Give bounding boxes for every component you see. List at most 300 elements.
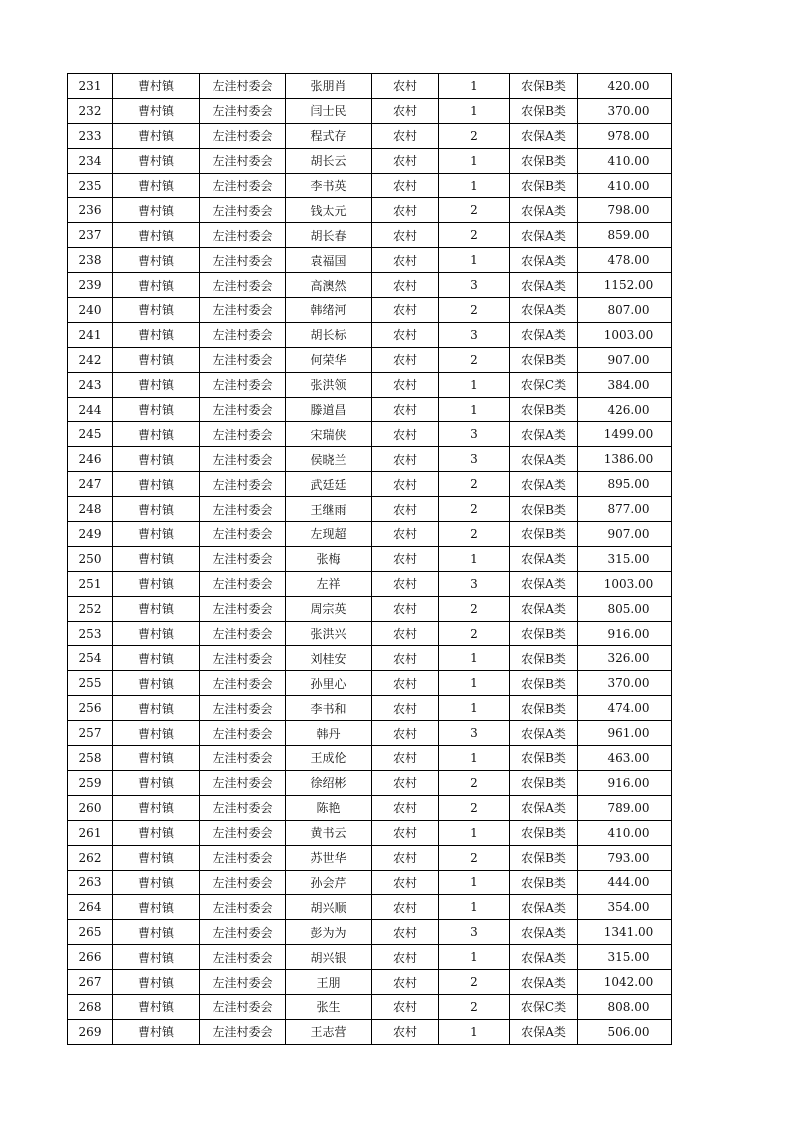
village-committee-cell: 左洼村委会 xyxy=(200,546,286,571)
village-committee-cell: 左洼村委会 xyxy=(200,770,286,795)
amount-cell: 410.00 xyxy=(578,148,672,173)
village-committee-cell: 左洼村委会 xyxy=(200,74,286,99)
amount-cell: 326.00 xyxy=(578,646,672,671)
name-cell: 李书英 xyxy=(286,173,372,198)
village-committee-cell: 左洼村委会 xyxy=(200,795,286,820)
name-cell: 韩丹 xyxy=(286,721,372,746)
village-committee-cell: 左洼村委会 xyxy=(200,397,286,422)
village-committee-cell: 左洼村委会 xyxy=(200,994,286,1019)
table-row xyxy=(68,870,672,895)
table-row xyxy=(68,845,672,870)
table-row xyxy=(68,447,672,472)
amount-cell: 1152.00 xyxy=(578,273,672,298)
amount-cell: 354.00 xyxy=(578,895,672,920)
name-cell: 王志营 xyxy=(286,1019,372,1044)
household-size-cell: 1 xyxy=(439,646,510,671)
name-cell: 徐绍彬 xyxy=(286,770,372,795)
household-size-cell: 2 xyxy=(439,621,510,646)
amount-cell: 1341.00 xyxy=(578,920,672,945)
village-committee-cell: 左洼村委会 xyxy=(200,248,286,273)
category-cell: 农保C类 xyxy=(510,372,578,397)
category-cell: 农保A类 xyxy=(510,298,578,323)
area-type-cell: 农村 xyxy=(372,621,439,646)
row-index-cell: 264 xyxy=(68,895,113,920)
town-cell: 曹村镇 xyxy=(113,770,200,795)
row-index-cell: 266 xyxy=(68,945,113,970)
row-index-cell: 243 xyxy=(68,372,113,397)
household-size-cell: 1 xyxy=(439,870,510,895)
name-cell: 王继雨 xyxy=(286,497,372,522)
table-row xyxy=(68,920,672,945)
household-size-cell: 3 xyxy=(439,571,510,596)
category-cell: 农保B类 xyxy=(510,98,578,123)
town-cell: 曹村镇 xyxy=(113,472,200,497)
category-cell: 农保A类 xyxy=(510,546,578,571)
area-type-cell: 农村 xyxy=(372,721,439,746)
category-cell: 农保A类 xyxy=(510,795,578,820)
category-cell: 农保B类 xyxy=(510,621,578,646)
town-cell: 曹村镇 xyxy=(113,123,200,148)
village-committee-cell: 左洼村委会 xyxy=(200,696,286,721)
name-cell: 胡长春 xyxy=(286,223,372,248)
table-row xyxy=(68,696,672,721)
table-row xyxy=(68,74,672,99)
village-committee-cell: 左洼村委会 xyxy=(200,322,286,347)
town-cell: 曹村镇 xyxy=(113,994,200,1019)
amount-cell: 916.00 xyxy=(578,770,672,795)
area-type-cell: 农村 xyxy=(372,422,439,447)
amount-cell: 444.00 xyxy=(578,870,672,895)
category-cell: 农保A类 xyxy=(510,472,578,497)
town-cell: 曹村镇 xyxy=(113,621,200,646)
name-cell: 高澳然 xyxy=(286,273,372,298)
area-type-cell: 农村 xyxy=(372,497,439,522)
amount-cell: 1003.00 xyxy=(578,571,672,596)
name-cell: 左祥 xyxy=(286,571,372,596)
category-cell: 农保B类 xyxy=(510,770,578,795)
table-row xyxy=(68,571,672,596)
village-committee-cell: 左洼村委会 xyxy=(200,372,286,397)
town-cell: 曹村镇 xyxy=(113,298,200,323)
name-cell: 陈艳 xyxy=(286,795,372,820)
household-size-cell: 1 xyxy=(439,74,510,99)
village-committee-cell: 左洼村委会 xyxy=(200,497,286,522)
area-type-cell: 农村 xyxy=(372,148,439,173)
amount-cell: 877.00 xyxy=(578,497,672,522)
table-row xyxy=(68,298,672,323)
area-type-cell: 农村 xyxy=(372,223,439,248)
table-row xyxy=(68,322,672,347)
amount-cell: 474.00 xyxy=(578,696,672,721)
household-size-cell: 1 xyxy=(439,945,510,970)
town-cell: 曹村镇 xyxy=(113,1019,200,1044)
name-cell: 胡长标 xyxy=(286,322,372,347)
household-size-cell: 2 xyxy=(439,198,510,223)
name-cell: 刘桂安 xyxy=(286,646,372,671)
category-cell: 农保B类 xyxy=(510,671,578,696)
town-cell: 曹村镇 xyxy=(113,223,200,248)
town-cell: 曹村镇 xyxy=(113,347,200,372)
name-cell: 张朋肖 xyxy=(286,74,372,99)
name-cell: 胡兴顺 xyxy=(286,895,372,920)
town-cell: 曹村镇 xyxy=(113,920,200,945)
household-size-cell: 1 xyxy=(439,546,510,571)
row-index-cell: 262 xyxy=(68,845,113,870)
amount-cell: 805.00 xyxy=(578,596,672,621)
row-index-cell: 269 xyxy=(68,1019,113,1044)
village-committee-cell: 左洼村委会 xyxy=(200,621,286,646)
amount-cell: 315.00 xyxy=(578,945,672,970)
row-index-cell: 258 xyxy=(68,746,113,771)
category-cell: 农保A类 xyxy=(510,970,578,995)
category-cell: 农保C类 xyxy=(510,994,578,1019)
area-type-cell: 农村 xyxy=(372,945,439,970)
table-row xyxy=(68,347,672,372)
name-cell: 彭为为 xyxy=(286,920,372,945)
household-size-cell: 1 xyxy=(439,173,510,198)
area-type-cell: 农村 xyxy=(372,920,439,945)
village-committee-cell: 左洼村委会 xyxy=(200,920,286,945)
table-row xyxy=(68,994,672,1019)
area-type-cell: 农村 xyxy=(372,74,439,99)
table-row xyxy=(68,820,672,845)
row-index-cell: 263 xyxy=(68,870,113,895)
name-cell: 武廷廷 xyxy=(286,472,372,497)
town-cell: 曹村镇 xyxy=(113,870,200,895)
amount-cell: 793.00 xyxy=(578,845,672,870)
category-cell: 农保A类 xyxy=(510,422,578,447)
row-index-cell: 268 xyxy=(68,994,113,1019)
village-committee-cell: 左洼村委会 xyxy=(200,298,286,323)
category-cell: 农保A类 xyxy=(510,322,578,347)
category-cell: 农保B类 xyxy=(510,820,578,845)
row-index-cell: 238 xyxy=(68,248,113,273)
category-cell: 农保A类 xyxy=(510,447,578,472)
row-index-cell: 251 xyxy=(68,571,113,596)
amount-cell: 410.00 xyxy=(578,820,672,845)
name-cell: 胡长云 xyxy=(286,148,372,173)
household-size-cell: 2 xyxy=(439,347,510,372)
name-cell: 宋瑞侠 xyxy=(286,422,372,447)
row-index-cell: 240 xyxy=(68,298,113,323)
row-index-cell: 252 xyxy=(68,596,113,621)
table-row xyxy=(68,546,672,571)
household-size-cell: 3 xyxy=(439,273,510,298)
table-row xyxy=(68,123,672,148)
row-index-cell: 257 xyxy=(68,721,113,746)
row-index-cell: 265 xyxy=(68,920,113,945)
category-cell: 农保A类 xyxy=(510,223,578,248)
category-cell: 农保A类 xyxy=(510,123,578,148)
area-type-cell: 农村 xyxy=(372,347,439,372)
area-type-cell: 农村 xyxy=(372,298,439,323)
category-cell: 农保A类 xyxy=(510,721,578,746)
row-index-cell: 237 xyxy=(68,223,113,248)
area-type-cell: 农村 xyxy=(372,795,439,820)
amount-cell: 420.00 xyxy=(578,74,672,99)
table-row xyxy=(68,472,672,497)
category-cell: 农保A类 xyxy=(510,596,578,621)
area-type-cell: 农村 xyxy=(372,123,439,148)
row-index-cell: 250 xyxy=(68,546,113,571)
amount-cell: 916.00 xyxy=(578,621,672,646)
row-index-cell: 246 xyxy=(68,447,113,472)
town-cell: 曹村镇 xyxy=(113,970,200,995)
amount-cell: 978.00 xyxy=(578,123,672,148)
amount-cell: 370.00 xyxy=(578,671,672,696)
category-cell: 农保A类 xyxy=(510,1019,578,1044)
village-committee-cell: 左洼村委会 xyxy=(200,447,286,472)
table-row xyxy=(68,522,672,547)
area-type-cell: 农村 xyxy=(372,671,439,696)
table-row xyxy=(68,98,672,123)
row-index-cell: 248 xyxy=(68,497,113,522)
village-committee-cell: 左洼村委会 xyxy=(200,820,286,845)
village-committee-cell: 左洼村委会 xyxy=(200,970,286,995)
household-size-cell: 1 xyxy=(439,98,510,123)
village-committee-cell: 左洼村委会 xyxy=(200,273,286,298)
household-size-cell: 2 xyxy=(439,596,510,621)
village-committee-cell: 左洼村委会 xyxy=(200,945,286,970)
row-index-cell: 255 xyxy=(68,671,113,696)
table-row xyxy=(68,970,672,995)
household-size-cell: 3 xyxy=(439,920,510,945)
town-cell: 曹村镇 xyxy=(113,372,200,397)
area-type-cell: 农村 xyxy=(372,696,439,721)
name-cell: 张生 xyxy=(286,994,372,1019)
name-cell: 张洪领 xyxy=(286,372,372,397)
name-cell: 程式存 xyxy=(286,123,372,148)
household-size-cell: 1 xyxy=(439,1019,510,1044)
name-cell: 苏世华 xyxy=(286,845,372,870)
household-size-cell: 1 xyxy=(439,671,510,696)
category-cell: 农保B类 xyxy=(510,347,578,372)
amount-cell: 1003.00 xyxy=(578,322,672,347)
area-type-cell: 农村 xyxy=(372,98,439,123)
amount-cell: 859.00 xyxy=(578,223,672,248)
household-size-cell: 2 xyxy=(439,970,510,995)
row-index-cell: 241 xyxy=(68,322,113,347)
area-type-cell: 农村 xyxy=(372,472,439,497)
household-size-cell: 1 xyxy=(439,248,510,273)
area-type-cell: 农村 xyxy=(372,322,439,347)
town-cell: 曹村镇 xyxy=(113,945,200,970)
name-cell: 侯晓兰 xyxy=(286,447,372,472)
town-cell: 曹村镇 xyxy=(113,148,200,173)
category-cell: 农保A类 xyxy=(510,248,578,273)
name-cell: 孙会芹 xyxy=(286,870,372,895)
town-cell: 曹村镇 xyxy=(113,571,200,596)
category-cell: 农保B类 xyxy=(510,845,578,870)
village-committee-cell: 左洼村委会 xyxy=(200,895,286,920)
row-index-cell: 253 xyxy=(68,621,113,646)
name-cell: 周宗英 xyxy=(286,596,372,621)
category-cell: 农保B类 xyxy=(510,497,578,522)
area-type-cell: 农村 xyxy=(372,546,439,571)
name-cell: 滕道昌 xyxy=(286,397,372,422)
table-row xyxy=(68,721,672,746)
row-index-cell: 260 xyxy=(68,795,113,820)
row-index-cell: 254 xyxy=(68,646,113,671)
area-type-cell: 农村 xyxy=(372,397,439,422)
name-cell: 闫士民 xyxy=(286,98,372,123)
category-cell: 农保A类 xyxy=(510,273,578,298)
row-index-cell: 231 xyxy=(68,74,113,99)
name-cell: 李书和 xyxy=(286,696,372,721)
town-cell: 曹村镇 xyxy=(113,173,200,198)
household-size-cell: 3 xyxy=(439,322,510,347)
table-row xyxy=(68,397,672,422)
category-cell: 农保B类 xyxy=(510,173,578,198)
table-row xyxy=(68,422,672,447)
area-type-cell: 农村 xyxy=(372,1019,439,1044)
household-size-cell: 1 xyxy=(439,895,510,920)
category-cell: 农保B类 xyxy=(510,397,578,422)
area-type-cell: 农村 xyxy=(372,571,439,596)
amount-cell: 463.00 xyxy=(578,746,672,771)
table-row xyxy=(68,1019,672,1044)
area-type-cell: 农村 xyxy=(372,770,439,795)
village-committee-cell: 左洼村委会 xyxy=(200,746,286,771)
name-cell: 左现超 xyxy=(286,522,372,547)
name-cell: 张梅 xyxy=(286,546,372,571)
name-cell: 张洪兴 xyxy=(286,621,372,646)
table-row xyxy=(68,945,672,970)
table-body xyxy=(68,74,672,1045)
table-row xyxy=(68,273,672,298)
row-index-cell: 236 xyxy=(68,198,113,223)
row-index-cell: 239 xyxy=(68,273,113,298)
amount-cell: 789.00 xyxy=(578,795,672,820)
area-type-cell: 农村 xyxy=(372,596,439,621)
area-type-cell: 农村 xyxy=(372,447,439,472)
household-size-cell: 1 xyxy=(439,372,510,397)
village-committee-cell: 左洼村委会 xyxy=(200,845,286,870)
village-committee-cell: 左洼村委会 xyxy=(200,571,286,596)
category-cell: 农保B类 xyxy=(510,148,578,173)
town-cell: 曹村镇 xyxy=(113,795,200,820)
amount-cell: 798.00 xyxy=(578,198,672,223)
town-cell: 曹村镇 xyxy=(113,845,200,870)
category-cell: 农保B类 xyxy=(510,522,578,547)
table-row xyxy=(68,770,672,795)
town-cell: 曹村镇 xyxy=(113,397,200,422)
town-cell: 曹村镇 xyxy=(113,895,200,920)
table-row xyxy=(68,372,672,397)
name-cell: 何荣华 xyxy=(286,347,372,372)
town-cell: 曹村镇 xyxy=(113,820,200,845)
household-size-cell: 3 xyxy=(439,721,510,746)
town-cell: 曹村镇 xyxy=(113,447,200,472)
row-index-cell: 233 xyxy=(68,123,113,148)
name-cell: 袁福国 xyxy=(286,248,372,273)
row-index-cell: 261 xyxy=(68,820,113,845)
town-cell: 曹村镇 xyxy=(113,74,200,99)
household-size-cell: 2 xyxy=(439,223,510,248)
amount-cell: 315.00 xyxy=(578,546,672,571)
household-size-cell: 2 xyxy=(439,994,510,1019)
household-size-cell: 2 xyxy=(439,298,510,323)
table-row xyxy=(68,198,672,223)
household-size-cell: 2 xyxy=(439,497,510,522)
household-size-cell: 1 xyxy=(439,696,510,721)
household-size-cell: 2 xyxy=(439,845,510,870)
village-committee-cell: 左洼村委会 xyxy=(200,596,286,621)
town-cell: 曹村镇 xyxy=(113,497,200,522)
row-index-cell: 232 xyxy=(68,98,113,123)
area-type-cell: 农村 xyxy=(372,522,439,547)
table-row xyxy=(68,173,672,198)
area-type-cell: 农村 xyxy=(372,173,439,198)
row-index-cell: 267 xyxy=(68,970,113,995)
area-type-cell: 农村 xyxy=(372,273,439,298)
amount-cell: 478.00 xyxy=(578,248,672,273)
village-committee-cell: 左洼村委会 xyxy=(200,173,286,198)
town-cell: 曹村镇 xyxy=(113,198,200,223)
household-size-cell: 1 xyxy=(439,746,510,771)
village-committee-cell: 左洼村委会 xyxy=(200,98,286,123)
amount-cell: 807.00 xyxy=(578,298,672,323)
row-index-cell: 249 xyxy=(68,522,113,547)
town-cell: 曹村镇 xyxy=(113,322,200,347)
row-index-cell: 234 xyxy=(68,148,113,173)
name-cell: 胡兴银 xyxy=(286,945,372,970)
table-row xyxy=(68,621,672,646)
town-cell: 曹村镇 xyxy=(113,248,200,273)
village-committee-cell: 左洼村委会 xyxy=(200,123,286,148)
area-type-cell: 农村 xyxy=(372,845,439,870)
town-cell: 曹村镇 xyxy=(113,546,200,571)
town-cell: 曹村镇 xyxy=(113,646,200,671)
relief-roster-table xyxy=(67,73,672,1045)
amount-cell: 506.00 xyxy=(578,1019,672,1044)
category-cell: 农保A类 xyxy=(510,571,578,596)
household-size-cell: 3 xyxy=(439,422,510,447)
table-row xyxy=(68,895,672,920)
area-type-cell: 农村 xyxy=(372,248,439,273)
town-cell: 曹村镇 xyxy=(113,721,200,746)
village-committee-cell: 左洼村委会 xyxy=(200,646,286,671)
table-row xyxy=(68,248,672,273)
area-type-cell: 农村 xyxy=(372,198,439,223)
village-committee-cell: 左洼村委会 xyxy=(200,671,286,696)
household-size-cell: 2 xyxy=(439,123,510,148)
row-index-cell: 242 xyxy=(68,347,113,372)
household-size-cell: 1 xyxy=(439,820,510,845)
table-row xyxy=(68,596,672,621)
category-cell: 农保B类 xyxy=(510,74,578,99)
area-type-cell: 农村 xyxy=(372,994,439,1019)
category-cell: 农保B类 xyxy=(510,646,578,671)
amount-cell: 1499.00 xyxy=(578,422,672,447)
table-row xyxy=(68,223,672,248)
town-cell: 曹村镇 xyxy=(113,671,200,696)
table-row xyxy=(68,671,672,696)
table-row xyxy=(68,148,672,173)
table-row xyxy=(68,497,672,522)
village-committee-cell: 左洼村委会 xyxy=(200,1019,286,1044)
area-type-cell: 农村 xyxy=(372,646,439,671)
town-cell: 曹村镇 xyxy=(113,422,200,447)
amount-cell: 808.00 xyxy=(578,994,672,1019)
category-cell: 农保A类 xyxy=(510,920,578,945)
village-committee-cell: 左洼村委会 xyxy=(200,522,286,547)
town-cell: 曹村镇 xyxy=(113,98,200,123)
amount-cell: 370.00 xyxy=(578,98,672,123)
town-cell: 曹村镇 xyxy=(113,596,200,621)
amount-cell: 895.00 xyxy=(578,472,672,497)
table-row xyxy=(68,795,672,820)
